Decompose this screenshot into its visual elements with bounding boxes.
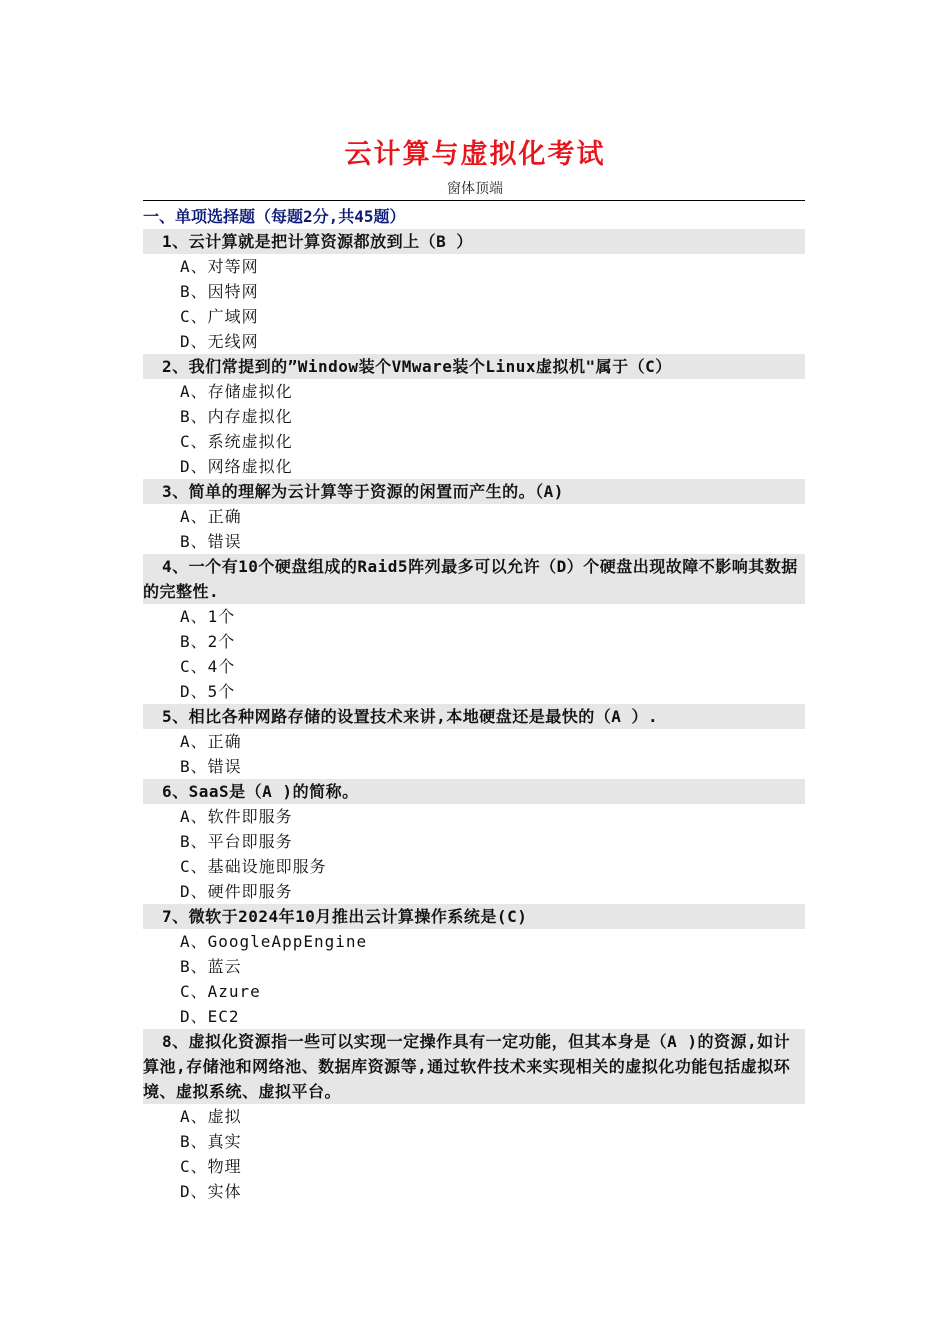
form-top-label: 窗体顶端 (447, 181, 503, 197)
answer-option[interactable]: A、虚拟 (180, 1107, 242, 1126)
question-text: 3、简单的理解为云计算等于资源的闲置而产生的。（A) (143, 479, 805, 504)
answer-option[interactable]: B、平台即服务 (180, 832, 293, 851)
question-text: 1、云计算就是把计算资源都放到上（B ） (143, 229, 805, 254)
answer-option[interactable]: C、基础设施即服务 (180, 857, 327, 876)
answer-option[interactable]: B、错误 (180, 532, 242, 551)
answer-option[interactable]: B、内存虚拟化 (180, 407, 293, 426)
question-block (143, 554, 805, 704)
answer-option[interactable]: A、软件即服务 (180, 807, 293, 826)
answer-option[interactable]: A、存储虚拟化 (180, 382, 293, 401)
exam-content (143, 204, 805, 1204)
answer-option[interactable]: C、系统虚拟化 (180, 432, 293, 451)
question-text: 5、相比各种网路存储的设置技术来讲,本地硬盘还是最快的（A ）. (143, 704, 805, 729)
question-block (143, 354, 805, 479)
answer-option[interactable]: C、物理 (180, 1157, 242, 1176)
question-block (143, 1029, 805, 1204)
header-divider (143, 200, 805, 201)
answer-option[interactable]: C、Azure (180, 982, 261, 1001)
answer-option[interactable]: D、EC2 (180, 1007, 240, 1026)
answer-option[interactable]: D、实体 (180, 1182, 242, 1201)
answer-option[interactable]: B、错误 (180, 757, 242, 776)
question-text: 4、一个有10个硬盘组成的Raid5阵列最多可以允许（D）个硬盘出现故障不影响其数据的完整性. (143, 554, 805, 604)
answer-option[interactable]: B、2个 (180, 632, 236, 651)
answer-option[interactable]: B、真实 (180, 1132, 242, 1151)
answer-option[interactable]: A、对等网 (180, 257, 259, 276)
answer-option[interactable]: D、网络虚拟化 (180, 457, 293, 476)
answer-option[interactable]: B、因特网 (180, 282, 259, 301)
question-text: 7、微软于2024年10月推出云计算操作系统是(C) (143, 904, 805, 929)
answer-option[interactable]: D、无线网 (180, 332, 259, 351)
answer-option[interactable]: A、正确 (180, 732, 242, 751)
answer-option[interactable]: A、1个 (180, 607, 236, 626)
answer-option[interactable]: B、蓝云 (180, 957, 242, 976)
question-block (143, 229, 805, 354)
question-block (143, 904, 805, 1029)
question-text: 6、SaaS是（A )的简称。 (143, 779, 805, 804)
answer-option[interactable]: D、5个 (180, 682, 236, 701)
question-block (143, 704, 805, 779)
question-text: 8、虚拟化资源指一些可以实现一定操作具有一定功能，但其本身是（A )的资源,如计算池,存储池和网络池、数据库资源等,通过软件技术来实现相关的虚拟化功能包括虚拟环境、虚拟系统、虚拟平台。 (143, 1029, 805, 1104)
answer-option[interactable]: A、GoogleAppEngine (180, 932, 368, 951)
answer-option[interactable]: A、正确 (180, 507, 242, 526)
question-text: 2、我们常提到的”Window装个VMware装个Linux虚拟机"属于（C） (143, 354, 805, 379)
page-title: 云计算与虚拟化考试 (344, 139, 606, 170)
answer-option[interactable]: C、4个 (180, 657, 236, 676)
answer-option[interactable]: C、广域网 (180, 307, 259, 326)
question-list (143, 229, 805, 1204)
question-block (143, 479, 805, 554)
question-block (143, 779, 805, 904)
section-heading: 一、单项选择题（每题2分,共45题） (143, 207, 406, 226)
answer-option[interactable]: D、硬件即服务 (180, 882, 293, 901)
